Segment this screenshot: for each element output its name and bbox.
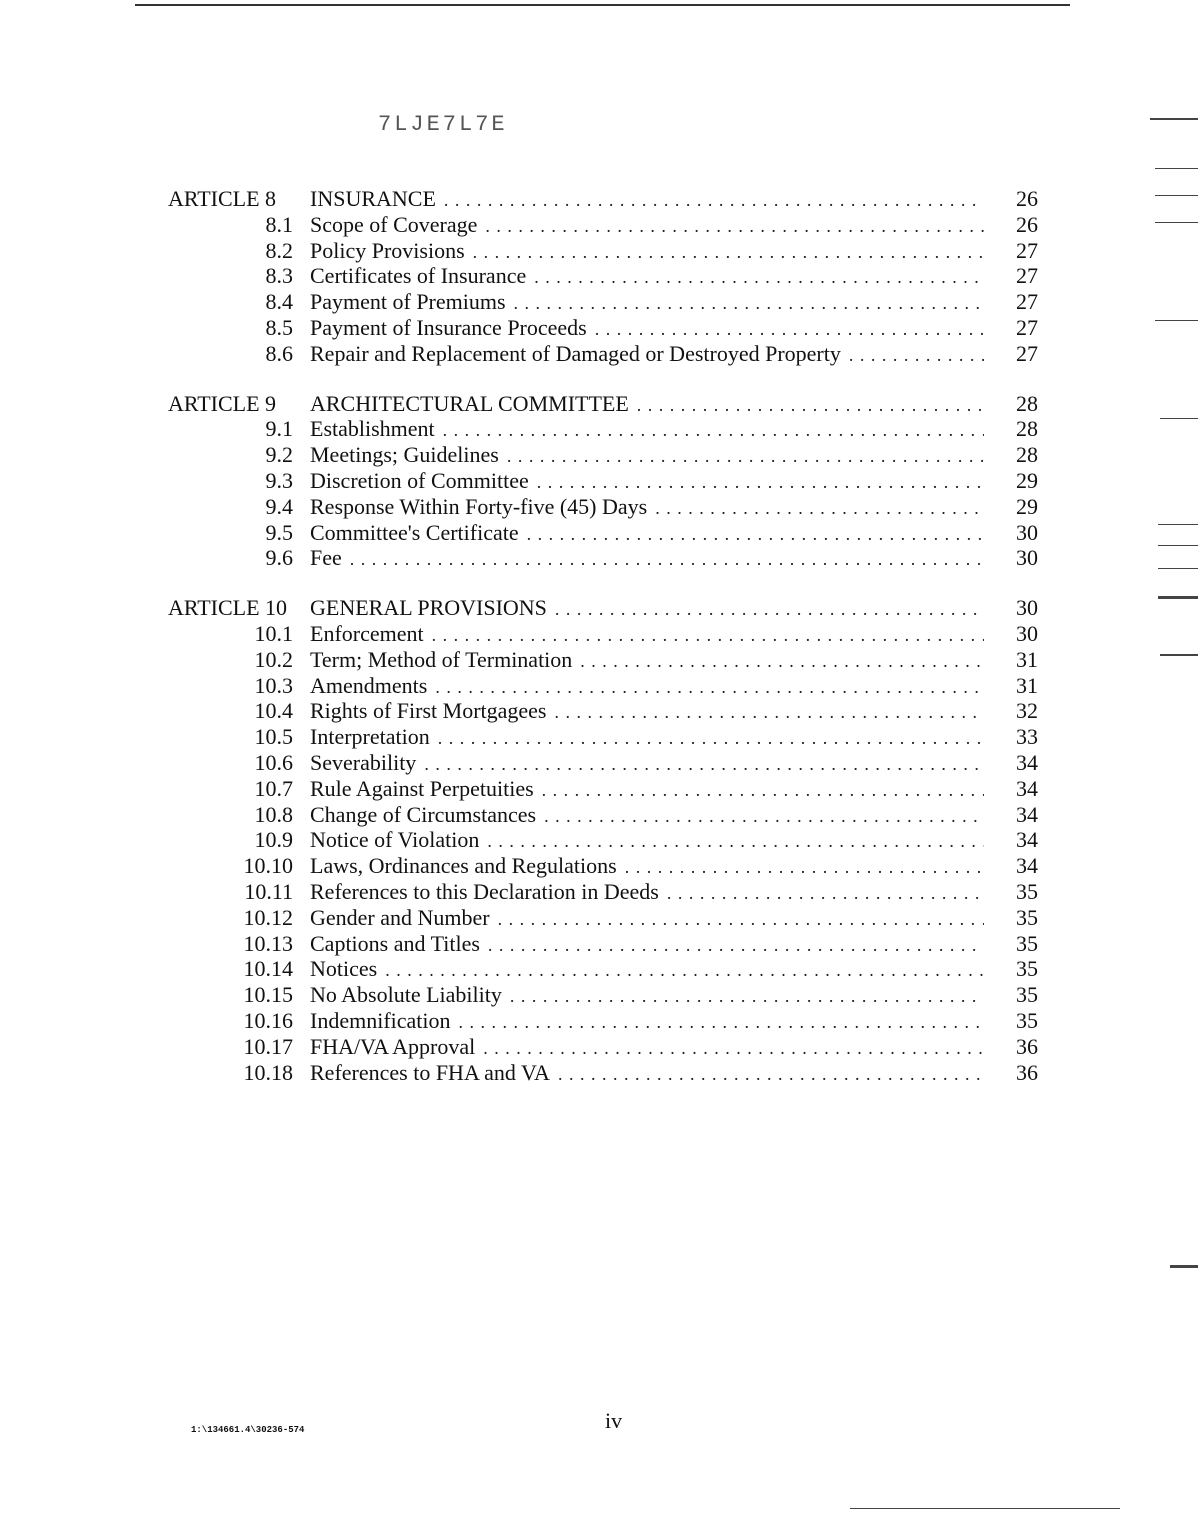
section-title: Scope of Coverage bbox=[310, 211, 478, 237]
page-ref: 34 bbox=[1016, 749, 1038, 775]
dot-leader bbox=[498, 907, 984, 933]
toc-row bbox=[168, 468, 1038, 494]
margin-mark bbox=[1155, 168, 1198, 169]
section-number: 10.10 bbox=[243, 853, 293, 879]
page-ref: 34 bbox=[1016, 853, 1038, 879]
dot-leader bbox=[483, 1036, 984, 1062]
page-ref: 35 bbox=[1016, 956, 1038, 982]
section-title: References to FHA and VA bbox=[310, 1059, 550, 1085]
section-title: Policy Provisions bbox=[310, 237, 465, 263]
section-number: 10.18 bbox=[243, 1059, 293, 1085]
page-ref: 28 bbox=[1016, 442, 1038, 468]
page-ref: 29 bbox=[1016, 467, 1038, 493]
dot-leader bbox=[534, 265, 984, 291]
margin-mark bbox=[1170, 1265, 1198, 1268]
dot-leader bbox=[487, 829, 984, 855]
section-title: Fee bbox=[310, 545, 342, 571]
dot-leader bbox=[558, 1062, 984, 1088]
section-number: 10.2 bbox=[254, 646, 293, 672]
section-title: Enforcement bbox=[310, 620, 424, 646]
section-number: 10.6 bbox=[254, 749, 293, 775]
margin-mark bbox=[1160, 418, 1198, 419]
toc-row bbox=[168, 391, 1038, 417]
page-ref: 33 bbox=[1016, 724, 1038, 750]
page-ref: 30 bbox=[1016, 595, 1038, 621]
section-title: Committee's Certificate bbox=[310, 519, 519, 545]
section-title: Indemnification bbox=[310, 1007, 451, 1033]
dot-leader bbox=[443, 418, 984, 444]
page-ref: 35 bbox=[1016, 930, 1038, 956]
section-title: Meetings; Guidelines bbox=[310, 442, 499, 468]
section-number: 10.11 bbox=[244, 878, 293, 904]
toc-row bbox=[168, 956, 1038, 982]
margin-mark bbox=[1150, 118, 1198, 120]
section-number: 8.6 bbox=[265, 340, 293, 366]
page-ref: 27 bbox=[1016, 289, 1038, 315]
page-ref: 26 bbox=[1016, 211, 1038, 237]
section-title: Discretion of Committee bbox=[310, 467, 529, 493]
section-number: 10.17 bbox=[243, 1033, 293, 1059]
section-number: 8.2 bbox=[265, 237, 293, 263]
toc-row bbox=[168, 905, 1038, 931]
section-number: 10.3 bbox=[254, 672, 293, 698]
section-title: Gender and Number bbox=[310, 904, 490, 930]
section-number: 8.5 bbox=[265, 314, 293, 340]
dot-leader bbox=[537, 470, 984, 496]
page-ref: 27 bbox=[1016, 314, 1038, 340]
page-ref: 35 bbox=[1016, 1007, 1038, 1033]
section-number: 10.14 bbox=[243, 956, 293, 982]
section-title: Laws, Ordinances and Regulations bbox=[310, 853, 617, 879]
dot-leader bbox=[527, 522, 984, 548]
section-number: 9.1 bbox=[265, 416, 293, 442]
article-title: ARCHITECTURAL COMMITTEE bbox=[310, 390, 629, 416]
toc-row bbox=[168, 1060, 1038, 1086]
section-number: 9.6 bbox=[265, 545, 293, 571]
dot-leader bbox=[438, 726, 984, 752]
margin-mark bbox=[1158, 545, 1198, 546]
section-number: 9.3 bbox=[265, 467, 293, 493]
margin-mark bbox=[850, 1508, 1120, 1509]
toc-row bbox=[168, 827, 1038, 853]
section-title: No Absolute Liability bbox=[310, 982, 502, 1008]
section-title: Notice of Violation bbox=[310, 827, 480, 853]
page-ref: 35 bbox=[1016, 982, 1038, 1008]
toc-row bbox=[168, 494, 1038, 520]
dot-leader bbox=[488, 933, 984, 959]
margin-mark bbox=[1160, 654, 1198, 656]
dot-leader bbox=[555, 700, 985, 726]
section-number: 10.7 bbox=[254, 775, 293, 801]
page-ref: 36 bbox=[1016, 1059, 1038, 1085]
dot-leader bbox=[424, 752, 984, 778]
toc-row bbox=[168, 545, 1038, 571]
toc-row bbox=[168, 776, 1038, 802]
toc-row bbox=[168, 750, 1038, 776]
page-ref: 34 bbox=[1016, 801, 1038, 827]
page-ref: 31 bbox=[1016, 646, 1038, 672]
page-ref: 36 bbox=[1016, 1033, 1038, 1059]
section-title: Change of Circumstances bbox=[310, 801, 537, 827]
toc-row bbox=[168, 724, 1038, 750]
section-number: 10.12 bbox=[243, 904, 293, 930]
dot-leader bbox=[542, 778, 984, 804]
toc-row bbox=[168, 442, 1038, 468]
section-title: Payment of Premiums bbox=[310, 289, 506, 315]
section-title: Certificates of Insurance bbox=[310, 263, 527, 289]
toc-row bbox=[168, 931, 1038, 957]
toc-row bbox=[168, 621, 1038, 647]
table-of-contents bbox=[168, 186, 1038, 1109]
dot-leader bbox=[510, 984, 984, 1010]
document-code: 1:\134661.4\30236-574 bbox=[191, 1425, 305, 1435]
page-ref: 30 bbox=[1016, 519, 1038, 545]
margin-mark bbox=[1155, 195, 1198, 196]
dot-leader bbox=[435, 675, 984, 701]
dot-leader bbox=[580, 649, 984, 675]
page-ref: 26 bbox=[1016, 186, 1038, 211]
section-number: 9.2 bbox=[265, 442, 293, 468]
section-title: Payment of Insurance Proceeds bbox=[310, 314, 587, 340]
section-number: 10.16 bbox=[243, 1007, 293, 1033]
scan-top-line bbox=[135, 4, 1070, 6]
section-number: 9.4 bbox=[265, 493, 293, 519]
margin-mark bbox=[1155, 320, 1198, 321]
article-9 bbox=[168, 391, 1038, 572]
page-ref: 34 bbox=[1016, 775, 1038, 801]
margin-mark bbox=[1158, 596, 1198, 599]
page-ref: 31 bbox=[1016, 672, 1038, 698]
section-title: FHA/VA Approval bbox=[310, 1033, 476, 1059]
section-title: Rule Against Perpetuities bbox=[310, 775, 534, 801]
article-8 bbox=[168, 186, 1038, 367]
section-title: Term; Method of Termination bbox=[310, 646, 573, 672]
toc-row bbox=[168, 853, 1038, 879]
toc-row bbox=[168, 802, 1038, 828]
toc-row bbox=[168, 1034, 1038, 1060]
page-ref: 28 bbox=[1016, 390, 1038, 416]
dot-leader bbox=[385, 958, 984, 984]
dot-leader bbox=[473, 240, 984, 266]
page-ref: 34 bbox=[1016, 827, 1038, 853]
toc-row bbox=[168, 595, 1038, 621]
page-ref: 30 bbox=[1016, 545, 1038, 571]
page-ref: 29 bbox=[1016, 493, 1038, 519]
dot-leader bbox=[595, 317, 984, 343]
toc-row bbox=[168, 263, 1038, 289]
section-title: Amendments bbox=[310, 672, 428, 698]
section-number: 10.8 bbox=[254, 801, 293, 827]
section-number: 8.3 bbox=[265, 263, 293, 289]
page-ref: 30 bbox=[1016, 620, 1038, 646]
document-stamp: 7LJE7L7E bbox=[378, 112, 508, 137]
article-title: GENERAL PROVISIONS bbox=[310, 595, 547, 621]
toc-row bbox=[168, 212, 1038, 238]
section-title: Establishment bbox=[310, 416, 435, 442]
section-title: Repair and Replacement of Damaged or Destroyed Property bbox=[310, 340, 841, 366]
page-ref: 35 bbox=[1016, 878, 1038, 904]
page-ref: 28 bbox=[1016, 416, 1038, 442]
dot-leader bbox=[625, 855, 984, 881]
section-title: References to this Declaration in Deeds bbox=[310, 878, 659, 904]
dot-leader bbox=[507, 444, 984, 470]
margin-mark bbox=[1155, 222, 1198, 223]
dot-leader bbox=[849, 343, 984, 369]
article-title: INSURANCE bbox=[310, 186, 436, 211]
section-number: 10.13 bbox=[243, 930, 293, 956]
section-title: Notices bbox=[310, 956, 378, 982]
section-title: Rights of First Mortgagees bbox=[310, 698, 547, 724]
dot-leader bbox=[655, 496, 984, 522]
toc-row bbox=[168, 416, 1038, 442]
page-number: iv bbox=[605, 1408, 623, 1433]
section-title: Captions and Titles bbox=[310, 930, 480, 956]
dot-leader bbox=[637, 393, 984, 419]
toc-row bbox=[168, 289, 1038, 315]
toc-row bbox=[168, 879, 1038, 905]
page-ref: 32 bbox=[1016, 698, 1038, 724]
dot-leader bbox=[459, 1010, 984, 1036]
toc-row bbox=[168, 186, 1038, 212]
toc-row bbox=[168, 673, 1038, 699]
dot-leader bbox=[514, 291, 984, 317]
dot-leader bbox=[544, 804, 984, 830]
dot-leader bbox=[667, 881, 984, 907]
section-number: 8.4 bbox=[265, 289, 293, 315]
section-number: 10.5 bbox=[254, 724, 293, 750]
section-number: 10.1 bbox=[254, 620, 293, 646]
dot-leader bbox=[555, 597, 984, 623]
page-ref: 27 bbox=[1016, 263, 1038, 289]
toc-row bbox=[168, 238, 1038, 264]
section-title: Interpretation bbox=[310, 724, 430, 750]
toc-row bbox=[168, 520, 1038, 546]
page-ref: 27 bbox=[1016, 340, 1038, 366]
toc-row bbox=[168, 315, 1038, 341]
article-number: ARTICLE 9 bbox=[168, 390, 277, 416]
toc-row bbox=[168, 647, 1038, 673]
margin-mark bbox=[1158, 568, 1198, 569]
article-number: ARTICLE 8 bbox=[168, 186, 277, 211]
toc-row bbox=[168, 698, 1038, 724]
section-title: Severability bbox=[310, 749, 417, 775]
section-number: 9.5 bbox=[265, 519, 293, 545]
dot-leader bbox=[432, 623, 984, 649]
page-ref: 35 bbox=[1016, 904, 1038, 930]
page-ref: 27 bbox=[1016, 237, 1038, 263]
article-number: ARTICLE 10 bbox=[168, 595, 288, 621]
dot-leader bbox=[485, 214, 984, 240]
section-number: 8.1 bbox=[265, 211, 293, 237]
toc-row bbox=[168, 982, 1038, 1008]
margin-mark bbox=[1158, 524, 1198, 525]
section-number: 10.15 bbox=[243, 982, 293, 1008]
dot-leader bbox=[444, 188, 984, 214]
article-10 bbox=[168, 595, 1038, 1085]
section-number: 10.4 bbox=[254, 698, 293, 724]
toc-row bbox=[168, 1008, 1038, 1034]
section-number: 10.9 bbox=[254, 827, 293, 853]
section-title: Response Within Forty-five (45) Days bbox=[310, 493, 648, 519]
dot-leader bbox=[350, 547, 984, 573]
toc-row bbox=[168, 341, 1038, 367]
